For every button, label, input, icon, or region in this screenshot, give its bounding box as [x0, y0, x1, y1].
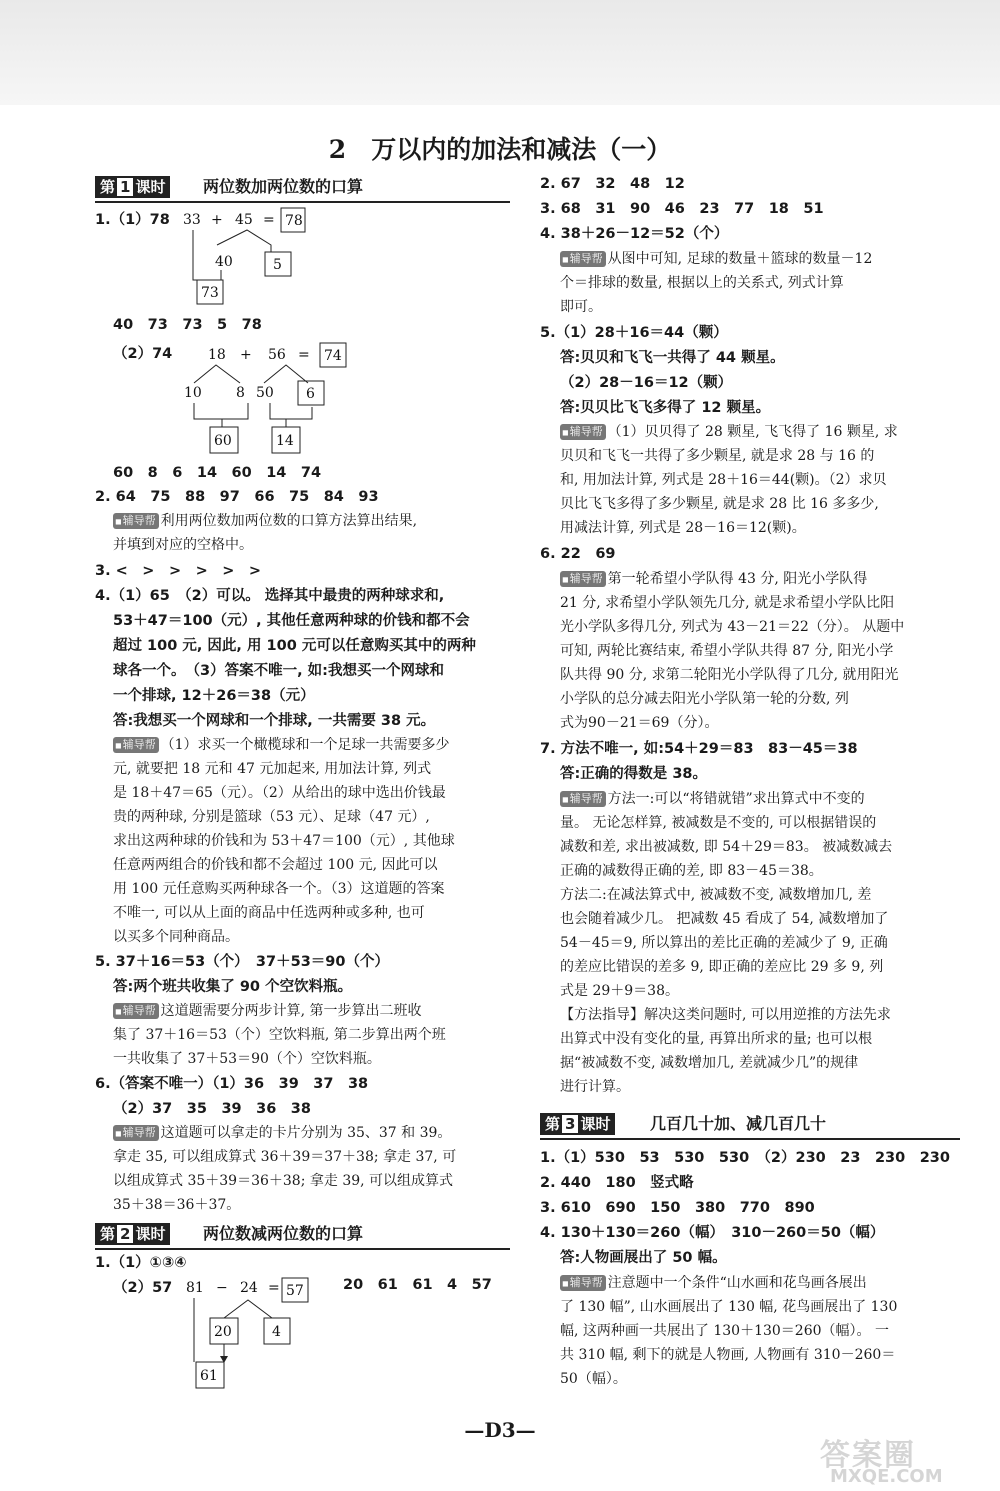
diagram-operator: +: [211, 212, 223, 228]
diagram-part: 10: [184, 385, 202, 401]
hint-tag: ◼ 辅导帮: [113, 513, 159, 529]
diagram-number: 18: [208, 347, 226, 363]
answer-line: 答:人物画展出了 50 幅。: [560, 1250, 727, 1266]
hint-line: ◼ 辅导帮 从图中可知, 足球的数量＋篮球的数量－12: [560, 248, 872, 270]
diagram-operator: =: [268, 1280, 280, 1296]
section-header-1: [95, 175, 510, 203]
hint-line: 集了 37＋16＝53（个）空饮料瓶, 第二步算出两个班: [113, 1027, 446, 1043]
hint-line: 的差应比错误的差多 9, 即正确的差应比 29 多 9, 列: [560, 959, 884, 975]
hint-line: 共 310 幅, 剩下的就是人物画, 人物画有 310－260＝: [560, 1347, 896, 1363]
hint-line: ◼ 辅导帮 这道题需要分两步计算, 第一步算出二班收: [113, 1000, 422, 1022]
calc-diagram-1: [175, 200, 325, 314]
method-line: 进行计算。: [560, 1079, 630, 1095]
lesson-badge: 第 1 课时: [95, 176, 170, 198]
section-header-3: [540, 1112, 960, 1140]
page-number: —D3—: [464, 1418, 536, 1442]
answer-line: 答:正确的得数是 38。: [560, 766, 708, 782]
lesson-badge: 第 3 课时: [540, 1113, 615, 1135]
hint-line: 方法二:在减法算式中, 被减数不变, 减数增加几, 差: [560, 887, 872, 903]
answer-line: 3. < > > > > >: [95, 563, 262, 579]
hint-line: 35＋38＝36＋37。: [113, 1197, 241, 1213]
answer-line: 答:贝贝比飞飞多得了 12 颗星。: [560, 400, 771, 416]
hint-line: ◼ 辅导帮 （1）贝贝得了 28 颗星, 飞飞得了 16 颗星, 求: [560, 421, 898, 443]
hint-tag: ◼ 辅导帮: [560, 424, 606, 440]
diagram-sum: 60: [214, 433, 232, 449]
hint-line: ◼ 辅导帮 注意题中一个条件“山水画和花鸟画各展出: [560, 1272, 867, 1294]
diagram-part: 40: [215, 254, 233, 270]
hint-tag: ◼ 辅导帮: [560, 791, 606, 807]
hint-line: 不唯一, 可以从上面的商品中任选两种或多种, 也可: [113, 905, 425, 921]
hint-tag: ◼ 辅导帮: [113, 1003, 159, 1019]
hint-line: 光小学队多得几分, 列式为 43－21＝22（分）。 从题中: [560, 619, 905, 635]
hint-line: 正确的减数得正确的差, 即 83－45＝38。: [560, 863, 823, 879]
page-title: 2 万以内的加法和减法（一）: [328, 135, 672, 164]
hint-line: 个＝排球的数量, 根据以上的关系式, 列式计算: [560, 275, 844, 291]
answer-line: 6. 22 69: [540, 546, 616, 562]
diagram-part: 5: [273, 257, 282, 273]
hint-line: 贝比飞飞多得了多少颗星, 就是求 28 比 16 多多少,: [560, 496, 879, 512]
hint-line: 和, 用加法计算, 列式是 28＋16＝44(颗)。（2）求贝: [560, 472, 887, 488]
hint-line: 50（幅）。: [560, 1371, 627, 1387]
hint-line: 用减法计算, 列式是 28－16＝12(颗)。: [560, 520, 806, 536]
hint-line: 任意两两组合的价钱和都不会超过 100 元, 因此可以: [113, 857, 438, 873]
diagram-part: 20: [214, 1324, 232, 1340]
hint-line: 贵的两种球, 分别是篮球（53 元）、足球（47 元）,: [113, 809, 430, 825]
hint-line: 贝贝和飞飞一共得了多少颗星, 就是求 28 与 16 的: [560, 448, 875, 464]
hint-tag: ◼ 辅导帮: [113, 737, 159, 753]
answer-line: 20 61 61 4 57: [343, 1277, 492, 1293]
diagram-part: 6: [306, 386, 315, 402]
answer-line: 1.（1）78: [95, 212, 170, 228]
hint-line: ◼ 辅导帮 这道题可以拿走的卡片分别为 35、37 和 39。: [113, 1122, 451, 1144]
hint-line: 以买多个同种商品。: [113, 929, 239, 945]
hint-line: 以组成算式 35＋39＝36＋38; 拿走 39, 可以组成算式: [113, 1173, 454, 1189]
answer-line: 1.（1）530 53 530 530 （2）230 23 230 230: [540, 1150, 950, 1166]
answer-line: 2. 67 32 48 12: [540, 176, 685, 192]
hint-line: 用 100 元任意购买两种球各一个。（3）这道题的答案: [113, 881, 445, 897]
hint-line: 元, 就要把 18 元和 47 元加起来, 用加法计算, 列式: [113, 761, 432, 777]
hint-line: 54－45＝9, 所以算出的差比正确的差减少了 9, 正确: [560, 935, 888, 951]
hint-line: 拿走 35, 可以组成算式 36＋39＝37＋38; 拿走 37, 可: [113, 1149, 457, 1165]
answer-line: 53＋47＝100（元）, 其他任意两种球的价钱和都不会: [113, 613, 470, 629]
answer-line: 60 8 6 14 60 14 74: [113, 465, 322, 481]
answer-line: 40 73 73 5 78: [113, 317, 262, 333]
section-header-2: [95, 1222, 510, 1250]
diagram-number: 56: [268, 347, 286, 363]
hint-line: 了 130 幅”, 山水画展出了 130 幅, 花鸟画展出了 130: [560, 1299, 898, 1315]
answer-line: （2）74: [113, 346, 173, 362]
answer-line: 答:贝贝和飞飞一共得了 44 颗星。: [560, 350, 785, 366]
diagram-number: 45: [235, 212, 253, 228]
hint-line: 减数和差, 求出被减数, 即 54＋29＝83。 被减数减去: [560, 839, 893, 855]
answer-line: （2）57: [113, 1280, 173, 1296]
diagram-sum: 14: [276, 433, 294, 449]
hint-line: 队共得 90 分, 求第二轮阳光小学队得了几分, 就用阳光: [560, 667, 899, 683]
hint-line: 并填到对应的空格中。: [113, 537, 253, 553]
watermark-logo: 答案圈 MXQE.COM: [820, 1438, 943, 1487]
answer-line: 2. 440 180 竖式略: [540, 1175, 694, 1191]
hint-line: 一共收集了 37＋53＝90（个）空饮料瓶。: [113, 1051, 381, 1067]
hint-tag: ◼ 辅导帮: [113, 1125, 159, 1141]
hint-line: 21 分, 求希望小学队领先几分, 就是求希望小学队比阳: [560, 595, 895, 611]
diagram-part: 8: [236, 385, 245, 401]
lesson-badge: 第 2 课时: [95, 1223, 170, 1245]
section-title: 两位数加两位数的口算: [203, 177, 364, 196]
diagram-result: 78: [285, 213, 303, 229]
diagram-operator: =: [263, 212, 275, 228]
diagram-sum: 73: [201, 285, 219, 301]
diagram-number: 81: [186, 1280, 204, 1296]
diagram-sum: 61: [200, 1368, 218, 1384]
answer-line: 3. 610 690 150 380 770 890: [540, 1200, 815, 1216]
hint-line: 幅, 这两种画一共展出了 130＋130＝260（幅）。 一: [560, 1323, 889, 1339]
hint-tag: ◼ 辅导帮: [560, 1275, 606, 1291]
answer-line: 球各一个。 （3）答案不唯一, 如:我想买一个网球和: [113, 663, 444, 679]
diagram-part: 50: [256, 385, 274, 401]
diagram-result: 57: [286, 1283, 304, 1299]
diagram-number: 33: [183, 212, 201, 228]
answer-line: 4.（1）65 （2）可以。 选择其中最贵的两种球求和,: [95, 588, 445, 604]
hint-line: 式为90－21＝69（分）。: [560, 715, 719, 731]
answer-line: 4. 38＋26－12＝52（个）: [540, 226, 729, 242]
answer-line: 7. 方法不唯一, 如:54＋29＝83 83－45＝38: [540, 741, 858, 757]
hint-line: 量。 无论怎样算, 被减数是不变的, 可以根据错误的: [560, 815, 877, 831]
hint-line: ◼ 辅导帮 （1）求买一个橄榄球和一个足球一共需要多少: [113, 734, 450, 756]
hint-line: 可知, 两轮比赛结束, 希望小学队共得 87 分, 阳光小学: [560, 643, 894, 659]
answer-line: 答:两个班共收集了 90 个空饮料瓶。: [113, 979, 353, 995]
answer-line: 5. 37＋16＝53（个） 37＋53＝90（个）: [95, 954, 389, 970]
section-title: 两位数减两位数的口算: [203, 1224, 364, 1243]
calc-diagram-3: [178, 1270, 318, 1394]
hint-line: ◼ 辅导帮 方法一:可以“将错就错”求出算式中不变的: [560, 788, 865, 810]
calc-diagram-2: [178, 335, 358, 464]
hint-line: 小学队的总分减去阳光小学队第一轮的分数, 列: [560, 691, 849, 707]
hint-line: 即可。: [560, 299, 602, 315]
answer-line: 5.（1）28＋16＝44（颗）: [540, 325, 728, 341]
diagram-part: 4: [272, 1324, 281, 1340]
hint-line: 是 18＋47＝65（元）。（2）从给出的球中选出价钱最: [113, 785, 446, 801]
answer-line: 答:我想买一个网球和一个排球, 一共需要 38 元。: [113, 713, 436, 729]
answer-line: 3. 68 31 90 46 23 77 18 51: [540, 201, 824, 217]
method-line: 据“被减数不变, 减数增加几, 差就减少几”的规律: [560, 1055, 859, 1071]
hint-line: 也会随着减少几。 把减数 45 看成了 54, 减数增加了: [560, 911, 889, 927]
answer-line: 6.（答案不唯一）（1）36 39 37 38: [95, 1076, 369, 1092]
hint-line: 求出这两种球的价钱和为 53＋47＝100（元）, 其他球: [113, 833, 455, 849]
answer-line: 一个排球, 12＋26＝38（元）: [113, 688, 315, 704]
top-band: [0, 0, 1000, 105]
hint-line: ◼ 辅导帮 利用两位数加两位数的口算方法算出结果,: [113, 510, 417, 532]
hint-tag: ◼ 辅导帮: [560, 571, 606, 587]
diagram-operator: +: [240, 347, 252, 363]
diagram-operator: =: [298, 347, 310, 363]
diagram-number: 24: [240, 1280, 258, 1296]
diagram-operator: −: [216, 1280, 228, 1296]
method-line: 【方法指导】解决这类问题时, 可以用逆推的方法先求: [560, 1007, 891, 1023]
answer-line: 4. 130＋130＝260（幅） 310－260＝50（幅）: [540, 1225, 885, 1241]
diagram-result: 74: [324, 348, 342, 364]
hint-line: 式是 29＋9＝38。: [560, 983, 679, 999]
answer-line: （2）28－16＝12（颗）: [560, 375, 733, 391]
answer-line: 1.（1）①③④: [95, 1255, 187, 1271]
answer-line: 超过 100 元, 因此, 用 100 元可以任意购买其中的两种: [113, 638, 476, 654]
method-line: 出算式中没有变化的量, 再算出所求的量; 也可以根: [560, 1031, 873, 1047]
answer-line: （2）37 35 39 36 38: [113, 1101, 311, 1117]
hint-tag: ◼ 辅导帮: [560, 251, 606, 267]
answer-line: 2. 64 75 88 97 66 75 84 93: [95, 489, 379, 505]
hint-line: ◼ 辅导帮 第一轮希望小学队得 43 分, 阳光小学队得: [560, 568, 867, 590]
section-title: 几百几十加、减几百几十: [650, 1114, 827, 1133]
